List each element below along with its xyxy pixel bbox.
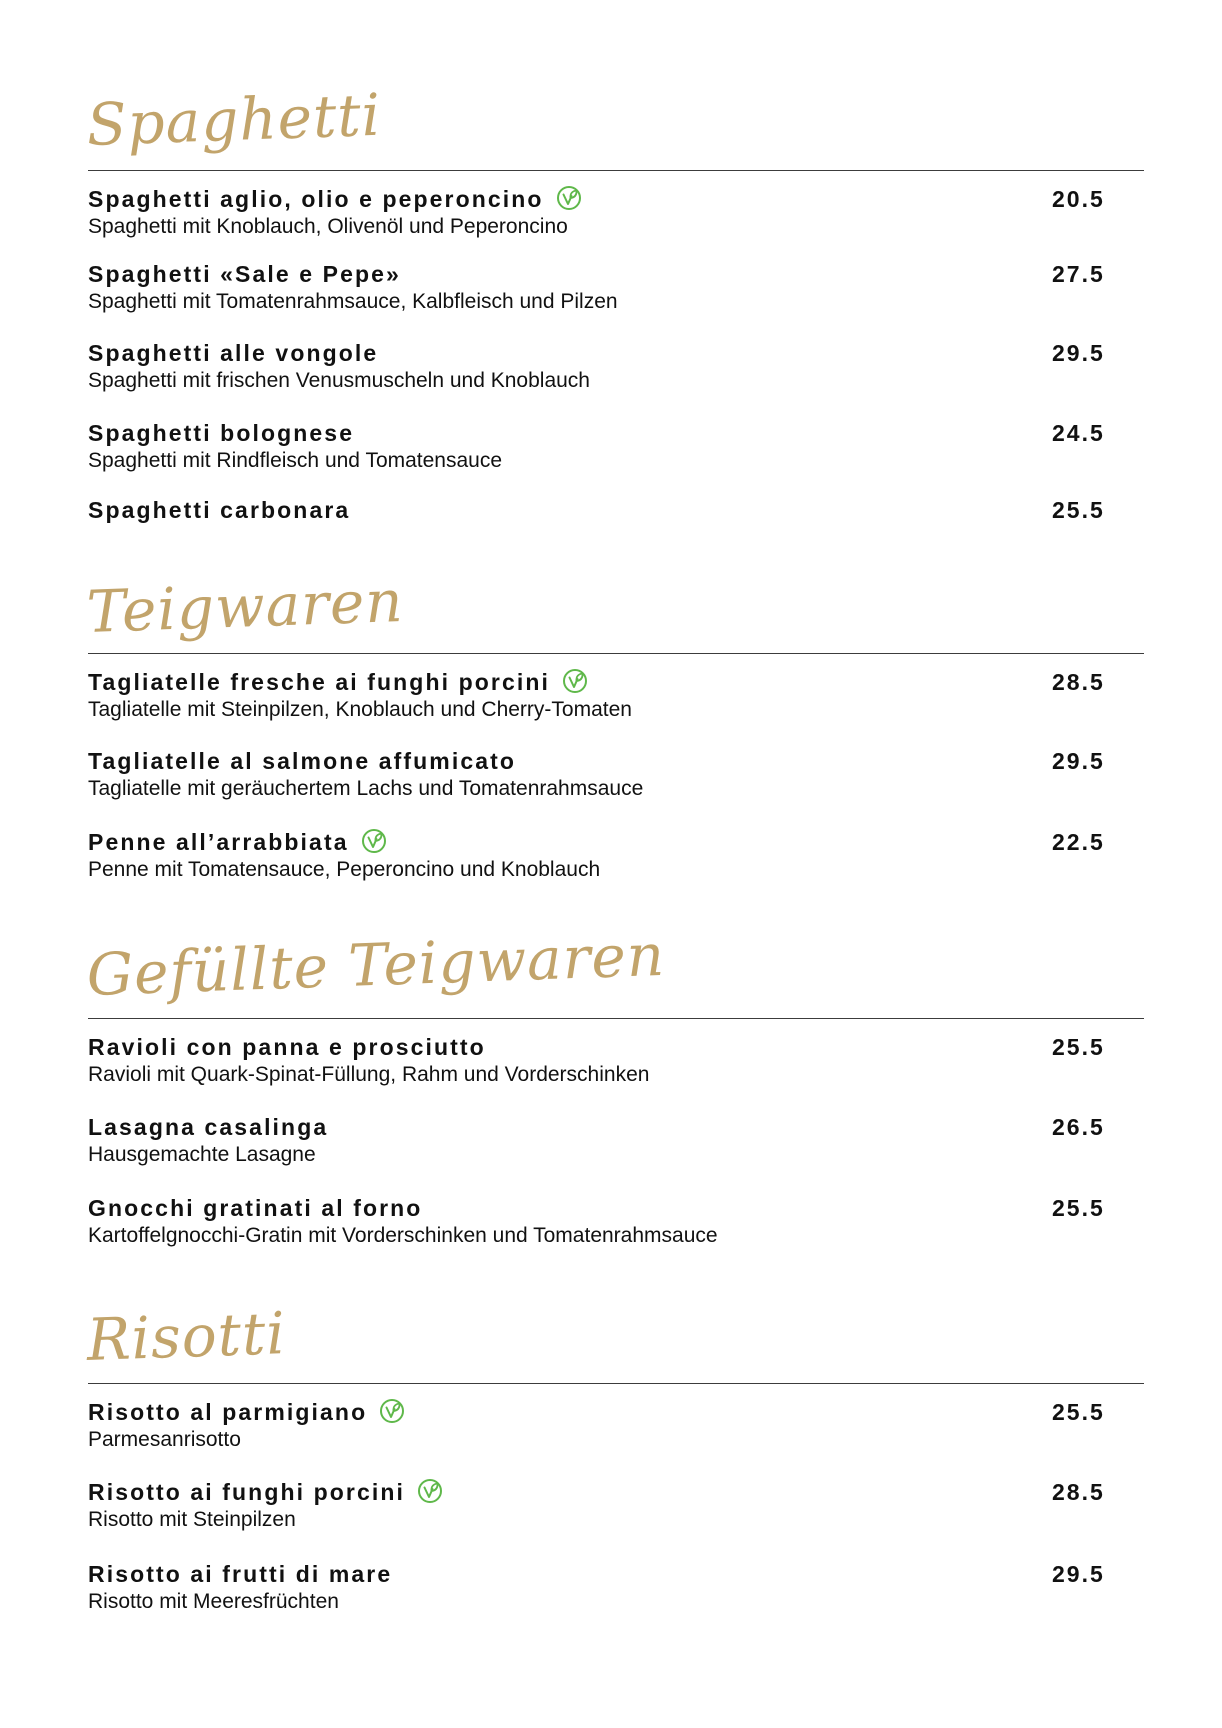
dish-description: Hausgemachte Lasagne <box>88 1143 316 1166</box>
dish-name <box>88 1113 328 1141</box>
dish-description: Spaghetti mit Tomatenrahmsauce, Kalbfleisch und Pilzen <box>88 290 618 313</box>
dish-name <box>88 668 588 696</box>
dish-description: Ravioli mit Quark-Spinat-Füllung, Rahm und Vorderschinken <box>88 1063 650 1086</box>
dish-price: 27.5 <box>1052 261 1105 287</box>
dish-name <box>88 828 387 856</box>
dish-name-text: Tagliatelle al salmone affumicato <box>88 748 517 774</box>
dish-description: Risotto mit Meeresfrüchten <box>88 1590 339 1613</box>
section-divider <box>88 653 1144 654</box>
dish-name-text: Penne all’arrabbiata <box>88 829 349 855</box>
dish-price: 25.5 <box>1052 1034 1105 1060</box>
dish-name-text: Lasagna casalinga <box>88 1114 329 1140</box>
dish-price: 28.5 <box>1052 669 1105 695</box>
dish-name <box>88 185 582 213</box>
section-title: Gefüllte Teigwaren <box>85 920 667 1010</box>
vegetarian-leaf-icon <box>417 1478 443 1504</box>
dish-name <box>88 1033 486 1061</box>
section-divider <box>88 170 1144 171</box>
dish-description: Tagliatelle mit Steinpilzen, Knoblauch und Cherry-Tomaten <box>88 698 632 721</box>
dish-price: 25.5 <box>1052 1399 1105 1425</box>
dish-description: Spaghetti mit Knoblauch, Olivenöl und Peperoncino <box>88 215 568 238</box>
dish-name <box>88 1478 443 1506</box>
dish-description: Parmesanrisotto <box>88 1428 241 1451</box>
dish-description: Tagliatelle mit geräuchertem Lachs und Tomatenrahmsauce <box>88 777 644 800</box>
dish-name-text: Tagliatelle fresche ai funghi porcini <box>88 669 550 695</box>
dish-name-text: Spaghetti carbonara <box>88 497 351 523</box>
dish-name <box>88 260 401 288</box>
vegetarian-leaf-icon <box>361 828 387 854</box>
dish-name <box>88 747 516 775</box>
dish-description: Risotto mit Steinpilzen <box>88 1508 296 1531</box>
vegetarian-leaf-icon <box>556 185 582 211</box>
dish-price: 29.5 <box>1052 748 1105 774</box>
vegetarian-leaf-icon <box>379 1398 405 1424</box>
dish-price: 29.5 <box>1052 1561 1105 1587</box>
dish-price: 25.5 <box>1052 1195 1105 1221</box>
section-title: Teigwaren <box>85 566 405 647</box>
section-title: Risotti <box>85 1299 287 1375</box>
dish-name-text: Spaghetti alle vongole <box>88 340 379 366</box>
dish-name <box>88 1194 422 1222</box>
dish-name-text: Risotto ai frutti di mare <box>88 1561 393 1587</box>
dish-name-text: Spaghetti «Sale e Pepe» <box>88 261 401 287</box>
section-title: Spaghetti <box>85 80 383 160</box>
dish-price: 26.5 <box>1052 1114 1105 1140</box>
dish-price: 28.5 <box>1052 1479 1105 1505</box>
dish-name-text: Gnocchi gratinati al forno <box>88 1195 423 1221</box>
dish-name-text: Spaghetti bolognese <box>88 420 355 446</box>
dish-name <box>88 419 354 447</box>
dish-description: Penne mit Tomatensauce, Peperoncino und Knoblauch <box>88 858 601 881</box>
dish-name-text: Risotto ai funghi porcini <box>88 1479 405 1505</box>
dish-price: 29.5 <box>1052 340 1105 366</box>
dish-description: Kartoffelgnocchi-Gratin mit Vorderschinken und Tomatenrahmsauce <box>88 1224 718 1247</box>
section-divider <box>88 1383 1144 1384</box>
dish-description: Spaghetti mit frischen Venusmuscheln und Knoblauch <box>88 369 590 392</box>
vegetarian-leaf-icon <box>562 668 588 694</box>
dish-price: 20.5 <box>1052 186 1105 212</box>
dish-description: Spaghetti mit Rindfleisch und Tomatensauce <box>88 449 503 472</box>
dish-name-text: Spaghetti aglio, olio e peperoncino <box>88 186 544 212</box>
dish-name-text: Risotto al parmigiano <box>88 1399 368 1425</box>
dish-price: 24.5 <box>1052 420 1105 446</box>
dish-price: 25.5 <box>1052 497 1105 523</box>
section-divider <box>88 1018 1144 1019</box>
dish-price: 22.5 <box>1052 829 1105 855</box>
dish-name <box>88 339 378 367</box>
dish-name <box>88 1560 392 1588</box>
dish-name <box>88 496 350 524</box>
dish-name-text: Ravioli con panna e prosciutto <box>88 1034 486 1060</box>
dish-name <box>88 1398 405 1426</box>
